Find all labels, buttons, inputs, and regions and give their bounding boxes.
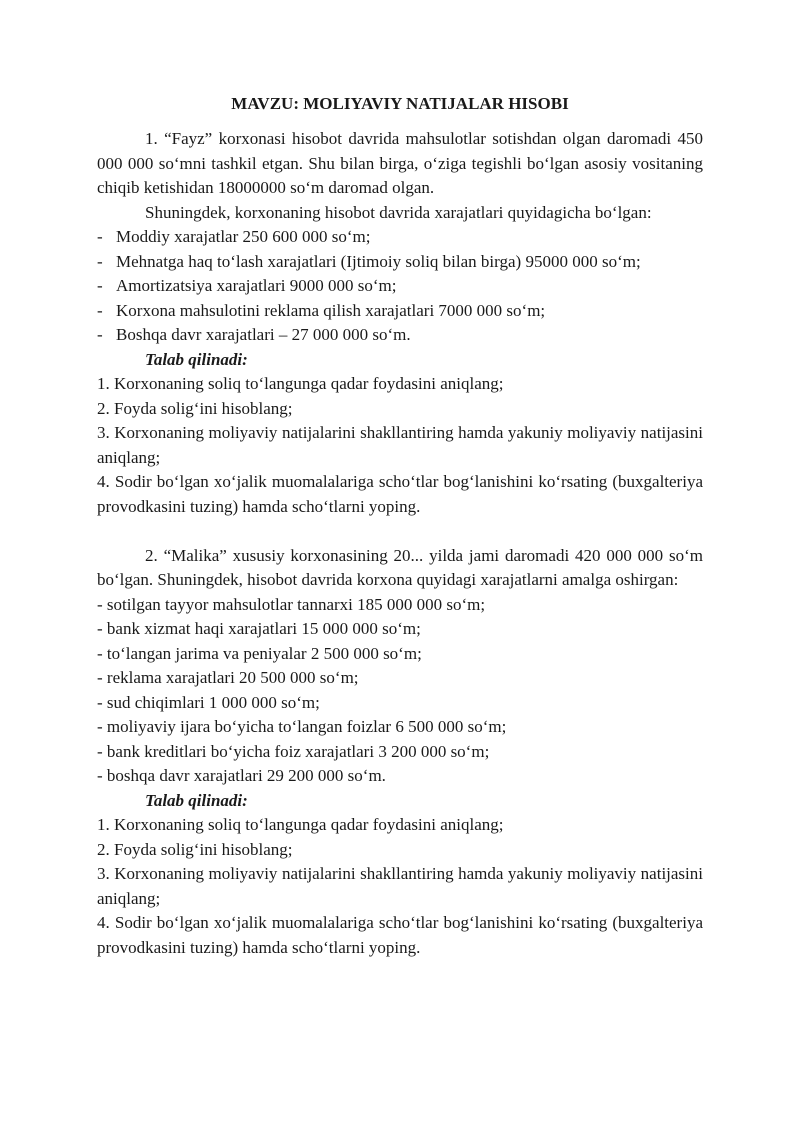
task2-requirement: 4. Sodir bo‘lgan xo‘jalik muomalalariga scho‘tlar bog‘lanishini ko‘rsating (buxgalteriya provodkasini tuzing) hamda scho‘tlarni yoping. (97, 913, 703, 957)
task2-expense-item: - bank xizmat haqi xarajatlari 15 000 000 so‘m; (97, 619, 421, 638)
task1-expense-item: - Mehnatga haq to‘lash xarajatlari (Ijtimoiy soliq bilan birga) 95000 000 so‘m; (97, 251, 641, 271)
task1-intro: 1. “Fayz” korxonasi hisobot davrida mahsulotlar sotishdan olgan daromadi 450 000 000 so‘mni tashkil etgan. Shu bilan birga, o‘ziga tegishli bo‘lgan asosiy vositaning chiqib ketishidan 18000000 so‘m daromad olgan. (97, 129, 703, 197)
task2-expense-item: - to‘langan jarima va peniyalar 2 500 000 so‘m; (97, 643, 422, 663)
task1-expense-item: - Amortizatsiya xarajatlari 9000 000 so‘m; (97, 276, 397, 295)
task1-expense-item: - Moddiy xarajatlar 250 600 000 so‘m; (97, 227, 371, 246)
document-body (97, 92, 703, 960)
section-gap (97, 519, 703, 544)
task2-expense-item: - sotilgan tayyor mahsulotlar tannarxi 185 000 000 so‘m; (97, 594, 486, 614)
task2-intro: 2. “Malika” xususiy korxonasining 20... yilda jami daromadi 420 000 000 so‘m bo‘lgan. Shuningdek, hisobot davrida korxona quyidagi xarajatlarni amalga oshirgan: (97, 545, 703, 589)
task2-expense-item: - sud chiqimlari 1 000 000 so‘m; (97, 692, 320, 712)
task2-expense-item: - reklama xarajatlari 20 500 000 so‘m; (97, 668, 359, 687)
page-title: MAVZU: MOLIYAVIY NATIJALAR HISOBI (231, 94, 569, 113)
task1-expense-item: - Boshqa davr xarajatlari – 27 000 000 so‘m. (97, 325, 411, 344)
task2-required-label: Talab qilinadi: (145, 790, 248, 810)
task2-requirement: 1. Korxonaning soliq to‘langunga qadar foydasini aniqlang; (97, 815, 504, 834)
task2-expense-item: - moliyaviy ijara bo‘yicha to‘langan foizlar 6 500 000 so‘m; (97, 717, 507, 736)
task1-requirement: 1. Korxonaning soliq to‘langunga qadar foydasini aniqlang; (97, 374, 504, 393)
task1-requirement: 3. Korxonaning moliyaviy natijalarini shakllantiring hamda yakuniy moliyaviy natijasini aniqlang; (97, 423, 703, 467)
task1-expenses-intro: Shuningdek, korxonaning hisobot davrida xarajatlari quyidagicha bo‘lgan: (145, 202, 652, 222)
task2-expense-item: - bank kreditlari bo‘yicha foiz xarajatlari 3 200 000 so‘m; (97, 741, 490, 761)
task1-required-label: Talab qilinadi: (145, 349, 248, 369)
task2-requirement: 2. Foyda solig‘ini hisoblang; (97, 839, 293, 859)
task1-expense-item: - Korxona mahsulotini reklama qilish xarajatlari 7000 000 so‘m; (97, 300, 546, 320)
task2-requirement: 3. Korxonaning moliyaviy natijalarini shakllantiring hamda yakuniy moliyaviy natijasini aniqlang; (97, 864, 703, 908)
task1-requirement: 2. Foyda solig‘ini hisoblang; (97, 398, 293, 418)
task1-requirement: 4. Sodir bo‘lgan xo‘jalik muomalalariga scho‘tlar bog‘lanishini ko‘rsating (buxgalteriya provodkasini tuzing) hamda scho‘tlarni yoping. (97, 472, 703, 516)
task2-expense-item: - boshqa davr xarajatlari 29 200 000 so‘m. (97, 766, 386, 785)
